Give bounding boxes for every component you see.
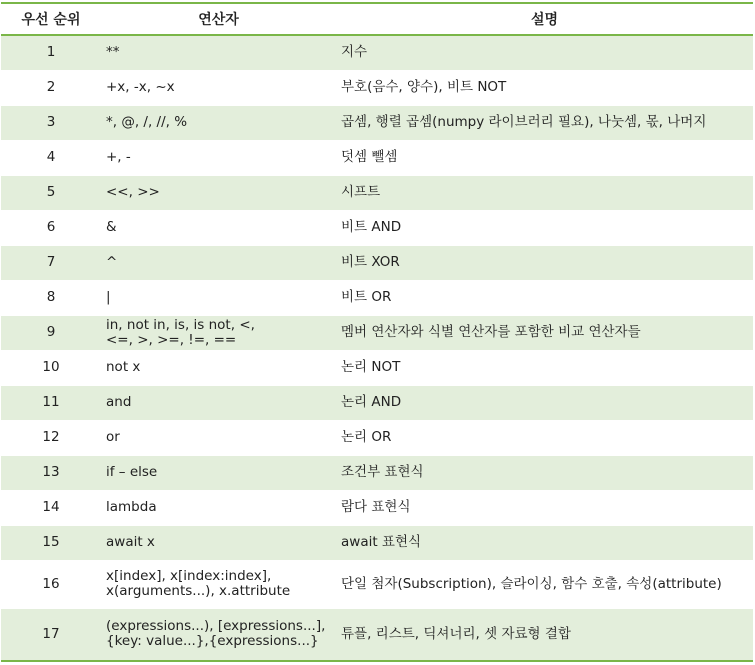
priority-cell: 17 bbox=[1, 608, 101, 661]
operator-cell: *, @, /, //, % bbox=[101, 105, 336, 140]
description-cell: await 표현식 bbox=[336, 525, 753, 560]
description-cell: 비트 AND bbox=[336, 210, 753, 245]
header-operator: 연산자 bbox=[101, 3, 336, 35]
priority-cell: 13 bbox=[1, 455, 101, 490]
operator-cell: x[index], x[index:index], x(arguments...), x.attribute bbox=[101, 560, 336, 608]
priority-cell: 7 bbox=[1, 245, 101, 280]
table-row bbox=[1, 525, 753, 560]
table-row bbox=[1, 455, 753, 490]
operator-cell: (expressions...), [expressions...], {key: value...},{expressions...} bbox=[101, 608, 336, 661]
table-row bbox=[1, 210, 753, 245]
operator-cell: await x bbox=[101, 525, 336, 560]
priority-cell: 16 bbox=[1, 560, 101, 608]
table-body bbox=[1, 35, 753, 661]
table-row bbox=[1, 608, 753, 661]
description-cell: 덧셈 뺄셈 bbox=[336, 140, 753, 175]
description-cell: 단일 첨자(Subscription), 슬라이싱, 함수 호출, 속성(attribute) bbox=[336, 560, 753, 608]
priority-cell: 6 bbox=[1, 210, 101, 245]
operator-cell: | bbox=[101, 280, 336, 315]
description-cell: 비트 XOR bbox=[336, 245, 753, 280]
table-row bbox=[1, 420, 753, 455]
operator-cell: or bbox=[101, 420, 336, 455]
table-header-row bbox=[1, 3, 753, 35]
operator-cell: and bbox=[101, 385, 336, 420]
priority-cell: 12 bbox=[1, 420, 101, 455]
header-priority: 우선 순위 bbox=[1, 3, 101, 35]
priority-cell: 9 bbox=[1, 315, 101, 350]
description-cell: 부호(음수, 양수), 비트 NOT bbox=[336, 70, 753, 105]
table-row bbox=[1, 560, 753, 608]
priority-cell: 11 bbox=[1, 385, 101, 420]
header-description: 설명 bbox=[336, 3, 753, 35]
table-row bbox=[1, 350, 753, 385]
priority-cell: 10 bbox=[1, 350, 101, 385]
description-cell: 튜플, 리스트, 딕셔너리, 셋 자료형 결합 bbox=[336, 608, 753, 661]
operator-cell: ^ bbox=[101, 245, 336, 280]
description-cell: 시프트 bbox=[336, 175, 753, 210]
description-cell: 람다 표현식 bbox=[336, 490, 753, 525]
table-row bbox=[1, 385, 753, 420]
description-cell: 논리 NOT bbox=[336, 350, 753, 385]
description-cell: 논리 AND bbox=[336, 385, 753, 420]
table-row bbox=[1, 175, 753, 210]
description-cell: 논리 OR bbox=[336, 420, 753, 455]
table-row bbox=[1, 105, 753, 140]
priority-cell: 1 bbox=[1, 35, 101, 70]
operator-cell: +, - bbox=[101, 140, 336, 175]
priority-cell: 5 bbox=[1, 175, 101, 210]
operator-cell: & bbox=[101, 210, 336, 245]
priority-cell: 8 bbox=[1, 280, 101, 315]
operator-cell: lambda bbox=[101, 490, 336, 525]
description-cell: 멤버 연산자와 식별 연산자를 포함한 비교 연산자들 bbox=[336, 315, 753, 350]
operator-cell: not x bbox=[101, 350, 336, 385]
table-row bbox=[1, 70, 753, 105]
priority-cell: 4 bbox=[1, 140, 101, 175]
operator-cell: ** bbox=[101, 35, 336, 70]
operator-cell: +x, -x, ~x bbox=[101, 70, 336, 105]
table-row bbox=[1, 280, 753, 315]
operator-precedence-table bbox=[1, 2, 753, 662]
description-cell: 곱셈, 행렬 곱셈(numpy 라이브러리 필요), 나눗셈, 몫, 나머지 bbox=[336, 105, 753, 140]
operator-cell: <<, >> bbox=[101, 175, 336, 210]
operator-cell: if – else bbox=[101, 455, 336, 490]
description-cell: 비트 OR bbox=[336, 280, 753, 315]
table-row bbox=[1, 35, 753, 70]
description-cell: 조건부 표현식 bbox=[336, 455, 753, 490]
priority-cell: 15 bbox=[1, 525, 101, 560]
priority-cell: 2 bbox=[1, 70, 101, 105]
table-row bbox=[1, 315, 753, 350]
priority-cell: 14 bbox=[1, 490, 101, 525]
table-row bbox=[1, 140, 753, 175]
priority-cell: 3 bbox=[1, 105, 101, 140]
operator-cell: in, not in, is, is not, <, <=, >, >=, !=, == bbox=[101, 315, 336, 350]
table-row bbox=[1, 490, 753, 525]
table-row bbox=[1, 245, 753, 280]
description-cell: 지수 bbox=[336, 35, 753, 70]
